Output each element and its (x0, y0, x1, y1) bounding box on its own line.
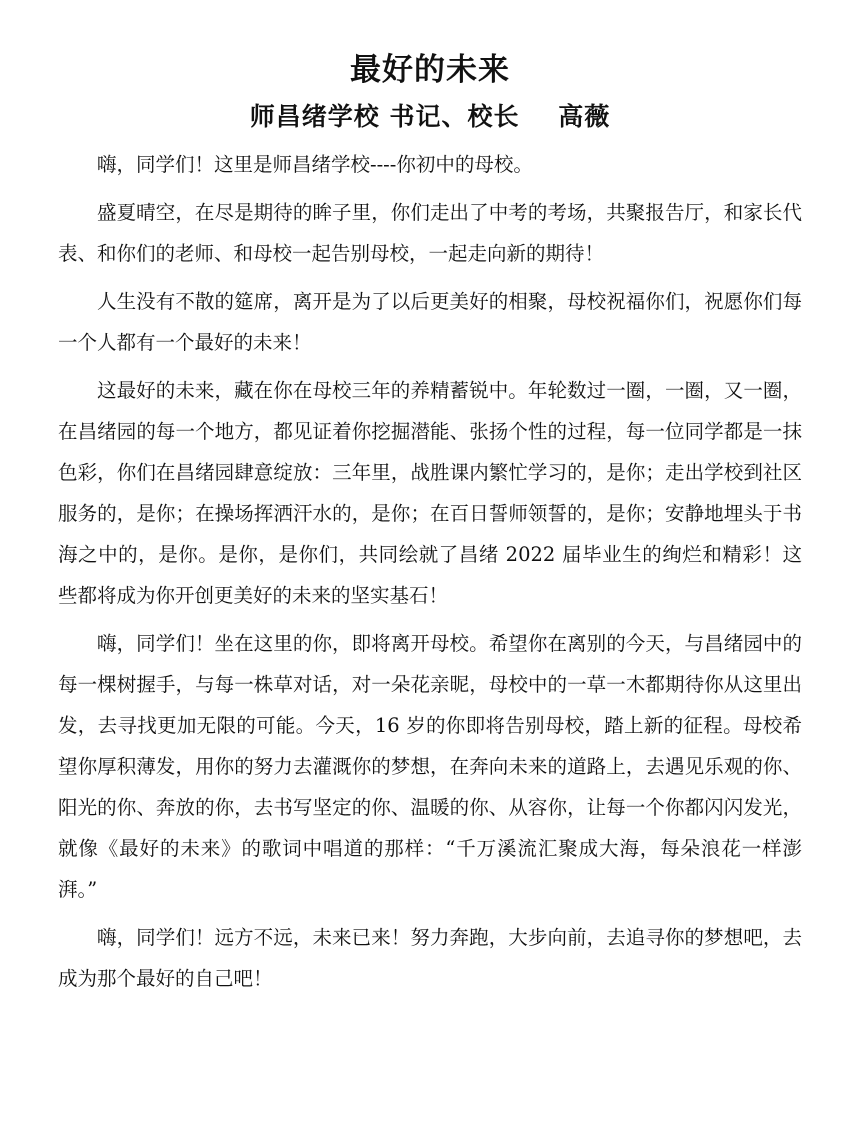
paragraph: 嗨，同学们！远方不远，未来已来！努力奔跑，大步向前，去追寻你的梦想吧，去成为那个最好的自己吧！ (58, 926, 802, 990)
paragraph: 嗨，同学们！坐在这里的你，即将离开母校。希望你在离别的今天，与昌绪园中的每一棵树握手，与每一株草对话，对一朵花亲昵，母校中的一草一木都期待你从这里出发，去寻找更加无限的可能。今天，16 岁的你即将告别母校，踏上新的征程。母校希望你厚积薄发，用你的努力去灌溉你的梦想，在奔向未来的道路上，去遇见乐观的你、阳光的你、奔放的你，去书写坚定的你、温暖的你、从容你，让每一个你都闪闪发光，就像《最好的未来》的歌词中唱道的那样：“千万溪流汇聚成大海，每朵浪花一样澎湃。” (58, 632, 802, 901)
paragraph: 人生没有不散的筵席，离开是为了以后更美好的相聚，母校祝福你们，祝愿你们每一个人都有一个最好的未来！ (58, 290, 802, 354)
author-organization: 师昌绪学校 (249, 102, 380, 131)
document-body (58, 144, 802, 1006)
author-name: 高薇 (558, 102, 611, 131)
document-title: 最好的未来 (350, 52, 510, 88)
paragraph: 嗨，同学们！这里是师昌绪学校----你初中的母校。 (97, 153, 533, 176)
paragraph: 盛夏晴空，在尽是期待的眸子里，你们走出了中考的考场，共聚报告厅，和家长代表、和你们的老师、和母校一起告别母校，一起走向新的期待！ (58, 201, 802, 265)
paragraph: 这最好的未来，藏在你在母校三年的养精蓄锐中。年轮数过一圈，一圈，又一圈，在昌绪园的每一个地方，都见证着你挖掘潜能、张扬个性的过程，每一位同学都是一抹色彩，你们在昌绪园肆意绽放：三年里，战胜课内繁忙学习的，是你；走出学校到社区服务的，是你；在操场挥洒汗水的，是你；在百日誓师领誓的，是你；安静地埋头于书海之中的，是你。是你，是你们，共同绘就了昌绪 2022 届毕业生的绚烂和精彩！这些都将成为你开创更美好的未来的坚实基石！ (58, 379, 802, 607)
author-role: 书记、校长 (389, 102, 520, 131)
document-subtitle (0, 100, 860, 134)
